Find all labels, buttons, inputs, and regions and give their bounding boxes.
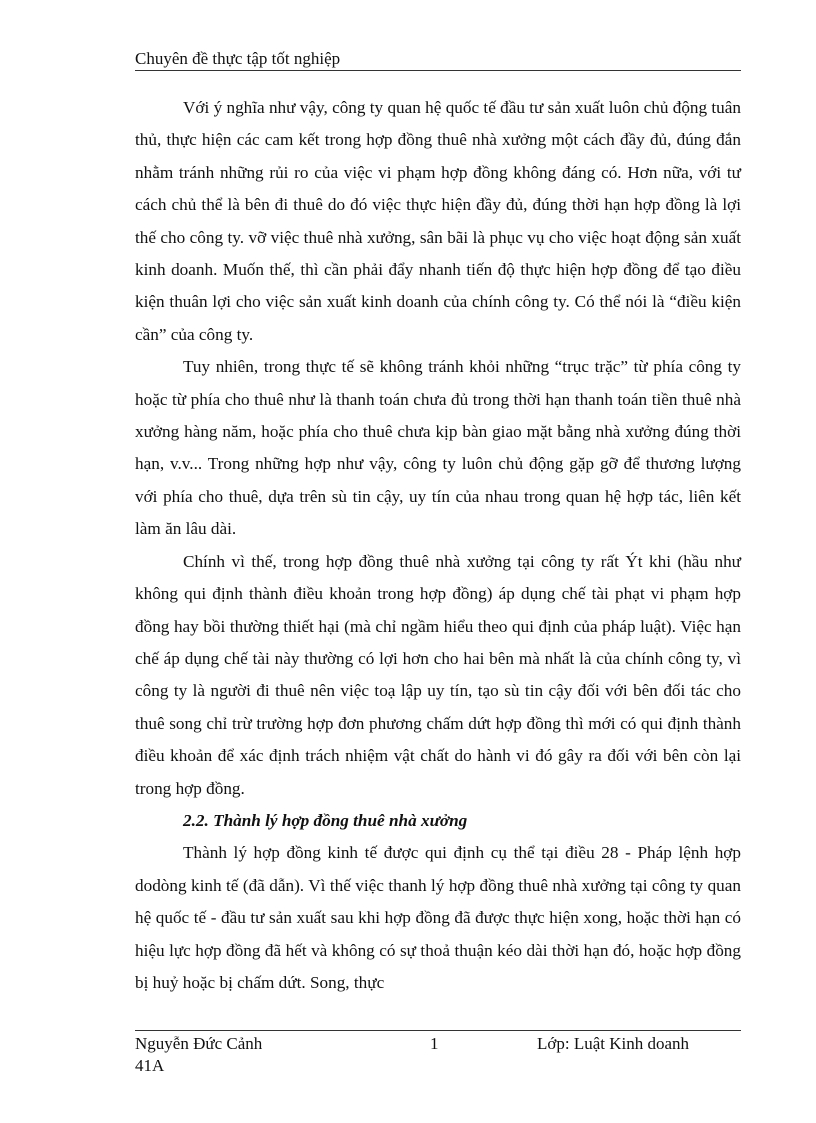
header-divider bbox=[135, 70, 741, 71]
running-header bbox=[135, 48, 741, 70]
header-title: Chuyên đề thực tập tốt nghiệp bbox=[135, 49, 341, 68]
page-number: 1 bbox=[430, 1034, 439, 1053]
body-paragraph-1: Với ý nghĩa như vậy, công ty quan hệ quốc tế đầu tư sản xuất luôn chủ động tuân thủ, thực hiện các cam kết trong hợp đồng thuê nhà xưởng một cách đầy đủ, đúng đắn nhằm tránh những rủi ro của việc vi phạm hợp đồng không đáng có. Hơn nữa, với tư cách chủ thể là bên đi thuê do đó việc thực hiện đầy đủ, đúng thời hạn hợp đồng là lợi thế cho công ty. vỡ việc thuê nhà xưởng, sân bãi là phục vụ cho việc hoạt động sản xuất kinh doanh. Muốn thế, thì cần phải đẩy nhanh tiến độ thực hiện hợp đồng để tạo điều kiện thuân lợi cho việc sản xuất kinh doanh của chính công ty. Có thể nói là “điều kiện cần” của công ty. bbox=[135, 98, 741, 344]
footer-divider bbox=[135, 1030, 741, 1031]
footer-class-label: Lớp: Luật Kinh doanh bbox=[537, 1034, 690, 1053]
body-paragraph-2: Tuy nhiên, trong thực tế sẽ không tránh khỏi những “trục trặc” từ phía công ty hoặc từ phía cho thuê như là thanh toán chưa đủ trong thời hạn thanh toán tiền thuê nhà xưởng hàng năm, hoặc phía cho thuê chưa kịp bàn giao mặt bằng nhà xưởng đúng thời hạn, v.v... Trong những hợp như vậy, công ty luôn chủ động gặp gỡ để thương lượng với phía cho thuê, dựa trên sù tin cậy, uy tín của nhau trong quan hệ hợp tác, liên kết làm ăn lâu dài. bbox=[135, 357, 741, 539]
footer-class-id: 41A bbox=[135, 1056, 165, 1075]
section-paragraph: Thành lý hợp đồng kinh tế được qui định cụ thể tại điều 28 - Pháp lệnh hợp dodòng kinh tế (đã dẫn). Vì thế việc thanh lý hợp đồng thuê nhà xưởng tại công ty quan hệ quốc tế - đầu tư sản xuất sau khi hợp đồng đã được thực hiện xong, hoặc thời hạn có hiệu lực hợp đồng đã hết và không có sự thoả thuận kéo dài thời hạn đó, hoặc hợp đồng bị huỷ hoặc bị chấm dứt. Song, thực bbox=[135, 843, 741, 992]
section-heading: 2.2. Thành lý hợp đồng thuê nhà xưởng bbox=[183, 810, 468, 830]
body-paragraph-3: Chính vì thế, trong hợp đồng thuê nhà xưởng tại công ty rất Ýt khi (hầu như không qui định thành điều khoản trong hợp đồng) áp dụng chế tài phạt vi phạm hợp đồng hay bồi thường thiết hại (mà chỉ ngầm hiểu theo qui định của pháp luật). Việc hạn chế áp dụng chế tài này thường có lợi hơn cho hai bên mà nhất là của chính công ty, vì công ty là người đi thuê nên việc toạ lập uy tín, tạo sù tin cậy đối với bên đối tác cho thuê song chỉ trừ trường hợp đơn phương chấm dứt hợp đồng thì mới có qui định thành điều khoản để xác định trách nhiệm vật chất do hành vi đó gây ra đối với bên còn lại trong hợp đồng. bbox=[135, 551, 741, 798]
document-body bbox=[135, 92, 741, 999]
footer-author: Nguyễn Đức Cảnh bbox=[135, 1034, 263, 1053]
